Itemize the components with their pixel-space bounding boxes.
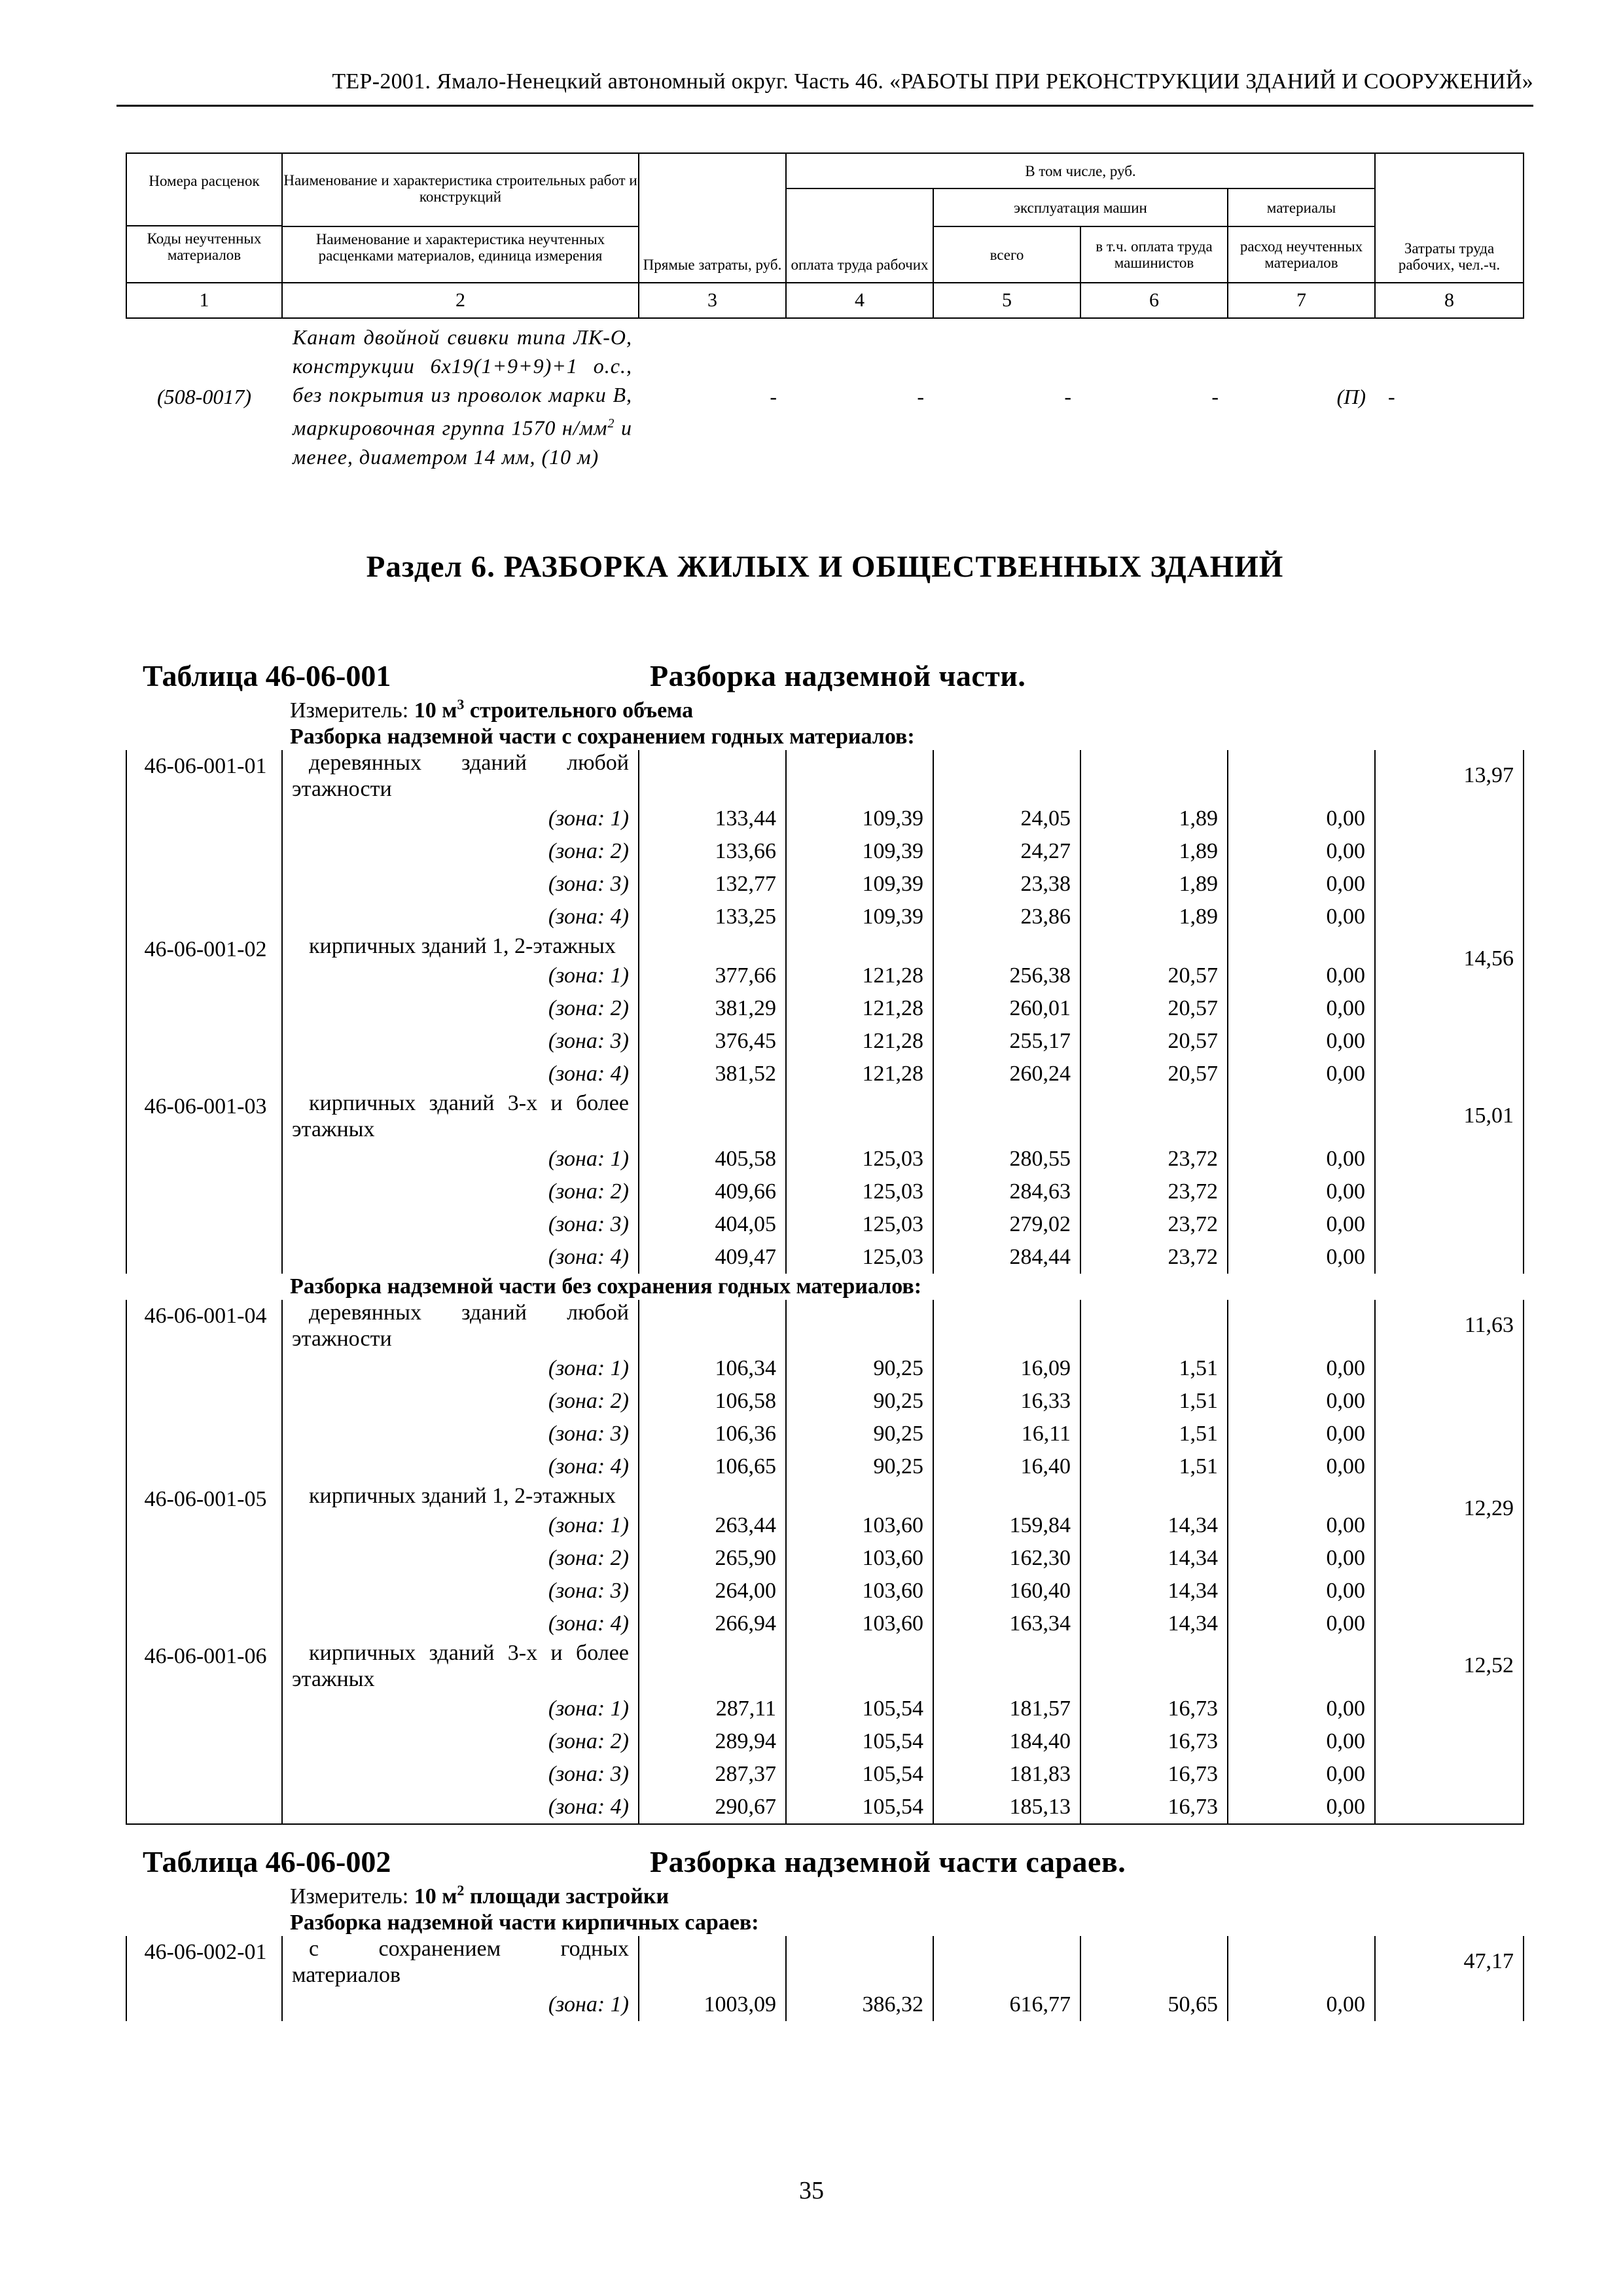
zona-row (126, 1758, 1524, 1791)
continuation-cell (1375, 2021, 1524, 2034)
zona-row (126, 992, 1524, 1025)
zona-label: (зона: 2) (282, 1385, 639, 1418)
zona-row (126, 1143, 1524, 1175)
zona-row (126, 1352, 1524, 1385)
table-title: Разборка надземной части сараев. (650, 1844, 1126, 1878)
column-number: 6 (1080, 283, 1228, 318)
empty-cell (933, 1090, 1080, 1143)
zona-row (126, 1385, 1524, 1418)
table-row (126, 1300, 1524, 1352)
zona-label: (зона: 1) (282, 1693, 639, 1725)
value-cell: 106,65 (639, 1450, 786, 1483)
value-cell: 1,51 (1080, 1450, 1228, 1483)
value-cell: 0,00 (1228, 992, 1375, 1025)
empty-cell (786, 1300, 933, 1352)
empty-cell (786, 1090, 933, 1143)
value-cell: 23,72 (1080, 1241, 1228, 1274)
material-dash: - (1211, 385, 1219, 409)
zona-row (126, 1693, 1524, 1725)
header-col1: Номера расценок Коды неучтенных материалов (126, 153, 282, 283)
empty-cell (1228, 750, 1375, 802)
column-number: 7 (1228, 283, 1375, 318)
value-cell: 90,25 (786, 1385, 933, 1418)
zona-row (126, 1575, 1524, 1607)
value-cell: 121,28 (786, 992, 933, 1025)
continuation-cell (282, 2021, 639, 2034)
empty-cell (1080, 1483, 1228, 1509)
header-materials: материалы (1228, 188, 1375, 226)
value-cell: 133,44 (639, 802, 786, 835)
rate-code: 46-06-001-05 (126, 1483, 282, 1640)
value-cell: 1,89 (1080, 868, 1228, 901)
zona-label: (зона: 4) (282, 1058, 639, 1090)
zona-label: (зона: 2) (282, 1175, 639, 1208)
work-name-text: деревянных зданий любой этажности (292, 750, 629, 801)
value-cell: 0,00 (1228, 802, 1375, 835)
empty-cell (786, 933, 933, 960)
column-number: 1 (126, 283, 282, 318)
zona-label: (зона: 4) (282, 901, 639, 933)
value-cell: 20,57 (1080, 960, 1228, 992)
work-name-text: деревянных зданий любой этажности (292, 1300, 629, 1351)
table-row (126, 1090, 1524, 1143)
value-cell: 404,05 (639, 1208, 786, 1241)
continuation-cell (1228, 2021, 1375, 2034)
header-col8: Затраты труда рабочих, чел.-ч. (1375, 153, 1524, 283)
value-cell: 90,25 (786, 1450, 933, 1483)
value-cell: 16,33 (933, 1385, 1080, 1418)
value-cell: 23,38 (933, 868, 1080, 901)
rate-code: 46-06-002-01 (126, 1936, 282, 2021)
value-cell: 0,00 (1228, 1758, 1375, 1791)
value-cell: 181,83 (933, 1758, 1080, 1791)
value-cell: 109,39 (786, 901, 933, 933)
zona-label: (зона: 1) (282, 1988, 639, 2021)
value-cell: 0,00 (1228, 1418, 1375, 1450)
empty-cell (933, 1483, 1080, 1509)
value-cell: 125,03 (786, 1143, 933, 1175)
value-cell: 106,58 (639, 1385, 786, 1418)
value-cell: 616,77 (933, 1988, 1080, 2021)
value-cell: 105,54 (786, 1725, 933, 1758)
zona-row (126, 835, 1524, 868)
labor-cost: 47,17 (1375, 1936, 1524, 2021)
value-cell: 16,73 (1080, 1791, 1228, 1824)
value-cell: 409,66 (639, 1175, 786, 1208)
zona-row (126, 1208, 1524, 1241)
material-row (126, 318, 1524, 475)
value-cell: 103,60 (786, 1542, 933, 1575)
table-label: Таблица 46-06-001 (143, 658, 391, 692)
rate-code: 46-06-001-01 (126, 750, 282, 933)
value-cell: 125,03 (786, 1175, 933, 1208)
zona-row (126, 1509, 1524, 1542)
value-cell: 20,57 (1080, 992, 1228, 1025)
value-cell: 287,11 (639, 1693, 786, 1725)
value-cell: 125,03 (786, 1208, 933, 1241)
material-description: Канат двойной свивки типа ЛК-О, конструкции 6х19(1+9+9)+1 о.с., без покрытия из проволок марки В, маркировочная группа 1570 $н/мм^2$ и менее, диаметром 14 мм, (10 м) (293, 325, 633, 469)
value-cell: 0,00 (1228, 1058, 1375, 1090)
value-cell: 50,65 (1080, 1988, 1228, 2021)
column-number: 3 (639, 283, 786, 318)
zona-label: (зона: 3) (282, 1418, 639, 1450)
work-name (282, 1483, 639, 1509)
zona-row (126, 960, 1524, 992)
empty-cell (1228, 1090, 1375, 1143)
value-cell: 0,00 (1228, 1352, 1375, 1385)
value-cell: 0,00 (1228, 901, 1375, 933)
table-title-row (126, 1824, 1524, 1884)
value-cell: 0,00 (1228, 1791, 1375, 1824)
value-cell: 16,73 (1080, 1693, 1228, 1725)
empty-cell (1080, 1640, 1228, 1693)
value-cell: 381,29 (639, 992, 786, 1025)
table-row (126, 750, 1524, 802)
value-cell: 14,34 (1080, 1575, 1228, 1607)
rate-code: 46-06-001-06 (126, 1640, 282, 1824)
material-dash: - (1064, 385, 1071, 409)
empty-cell (639, 1090, 786, 1143)
value-cell: 290,67 (639, 1791, 786, 1824)
zona-row (126, 1058, 1524, 1090)
zona-row (126, 1791, 1524, 1824)
zona-row (126, 901, 1524, 933)
value-cell: 377,66 (639, 960, 786, 992)
zona-label: (зона: 4) (282, 1241, 639, 1274)
zona-row (126, 1175, 1524, 1208)
header-col3: Прямые затраты, руб. (639, 153, 786, 283)
rate-code: 46-06-001-03 (126, 1090, 282, 1274)
zona-row (126, 1725, 1524, 1758)
zona-row (126, 868, 1524, 901)
value-cell: 160,40 (933, 1575, 1080, 1607)
empty-cell (639, 1936, 786, 1988)
value-cell: 1,51 (1080, 1352, 1228, 1385)
value-cell: 90,25 (786, 1418, 933, 1450)
header-col2: Наименование и характеристика строительных работ и конструкций Наименование и характеристика неучтенных расценками материалов, единица измерения (282, 153, 639, 283)
value-cell: 16,11 (933, 1418, 1080, 1450)
table-measure: Измеритель: 10 $м^3$ строительного объема (290, 696, 694, 723)
value-cell: 279,02 (933, 1208, 1080, 1241)
value-cell: 163,34 (933, 1607, 1080, 1640)
zona-label: (зона: 2) (282, 992, 639, 1025)
value-cell: 0,00 (1228, 1175, 1375, 1208)
continuation-cell (786, 2021, 933, 2034)
zona-row (126, 1607, 1524, 1640)
work-name (282, 1300, 639, 1352)
column-number: 2 (282, 283, 639, 318)
empty-cell (1080, 750, 1228, 802)
value-cell: 133,66 (639, 835, 786, 868)
empty-cell (933, 750, 1080, 802)
work-name-text: кирпичных зданий 3-х и более этажных (292, 1640, 629, 1691)
value-cell: 109,39 (786, 802, 933, 835)
value-cell: 263,44 (639, 1509, 786, 1542)
labor-cost: 15,01 (1375, 1090, 1524, 1274)
value-cell: 162,30 (933, 1542, 1080, 1575)
value-cell: 184,40 (933, 1725, 1080, 1758)
empty-cell (786, 1483, 933, 1509)
value-cell: 1,89 (1080, 835, 1228, 868)
value-cell: 0,00 (1228, 868, 1375, 901)
value-cell: 20,57 (1080, 1058, 1228, 1090)
value-cell: 287,37 (639, 1758, 786, 1791)
empty-cell (933, 1936, 1080, 1988)
value-cell: 105,54 (786, 1693, 933, 1725)
value-cell: 0,00 (1228, 1208, 1375, 1241)
empty-cell (639, 1483, 786, 1509)
value-cell: 133,25 (639, 901, 786, 933)
continuation-cell (1080, 2021, 1228, 2034)
value-cell: 14,34 (1080, 1542, 1228, 1575)
table-row (126, 933, 1524, 960)
empty-cell (933, 1640, 1080, 1693)
work-name-text: кирпичных зданий 1, 2-этажных (309, 933, 616, 958)
value-cell: 23,86 (933, 901, 1080, 933)
rate-code: 46-06-001-04 (126, 1300, 282, 1483)
value-cell: 0,00 (1228, 1143, 1375, 1175)
rate-code: 46-06-001-02 (126, 933, 282, 1090)
table-title-row (126, 658, 1524, 698)
column-number: 5 (933, 283, 1080, 318)
value-cell: 409,47 (639, 1241, 786, 1274)
header-rule (116, 105, 1533, 107)
zona-row (126, 1025, 1524, 1058)
empty-cell (639, 933, 786, 960)
column-numbers-row (126, 283, 1524, 318)
zona-label: (зона: 3) (282, 868, 639, 901)
value-cell: 16,09 (933, 1352, 1080, 1385)
empty-cell (639, 1300, 786, 1352)
column-number: 8 (1375, 283, 1524, 318)
header-col4: оплата труда рабочих (786, 188, 933, 283)
empty-cell (1228, 1300, 1375, 1352)
zona-label: (зона: 4) (282, 1791, 639, 1824)
value-cell: 109,39 (786, 868, 933, 901)
value-cell: 14,34 (1080, 1607, 1228, 1640)
zona-label: (зона: 3) (282, 1758, 639, 1791)
table-title: Разборка надземной части. (650, 658, 1026, 692)
value-cell: 0,00 (1228, 1385, 1375, 1418)
work-name (282, 1090, 639, 1143)
zona-label: (зона: 4) (282, 1607, 639, 1640)
continuation-cell (126, 2021, 282, 2034)
empty-cell (639, 1640, 786, 1693)
continuation-cell (639, 2021, 786, 2034)
table-row (126, 1483, 1524, 1509)
zona-label: (зона: 3) (282, 1575, 639, 1607)
work-name-text: кирпичных зданий 1, 2-этажных (309, 1483, 616, 1508)
section-title: Раздел 6. РАЗБОРКА ЖИЛЫХ И ОБЩЕСТВЕННЫХ ЗДАНИЙ (366, 549, 1284, 584)
value-cell: 181,57 (933, 1693, 1080, 1725)
empty-cell (1228, 1640, 1375, 1693)
value-cell: 1,89 (1080, 802, 1228, 835)
value-cell: 266,94 (639, 1607, 786, 1640)
empty-cell (1080, 1300, 1228, 1352)
value-cell: 105,54 (786, 1791, 933, 1824)
value-cell: 256,38 (933, 960, 1080, 992)
work-name (282, 1936, 639, 1988)
group-title: Разборка надземной части с сохранением годных материалов: (290, 724, 915, 749)
zona-label: (зона: 1) (282, 802, 639, 835)
value-cell: 103,60 (786, 1575, 933, 1607)
zona-row (126, 1241, 1524, 1274)
value-cell: 265,90 (639, 1542, 786, 1575)
value-cell: 0,00 (1228, 1542, 1375, 1575)
zona-label: (зона: 2) (282, 1725, 639, 1758)
value-cell: 121,28 (786, 960, 933, 992)
value-cell: 381,52 (639, 1058, 786, 1090)
value-cell: 16,73 (1080, 1758, 1228, 1791)
zona-row (126, 802, 1524, 835)
table-measure: Измеритель: 10 $м^2$ площади застройки (290, 1882, 669, 1909)
zona-row (126, 1450, 1524, 1483)
zona-label: (зона: 1) (282, 1143, 639, 1175)
zona-label: (зона: 2) (282, 835, 639, 868)
zona-row (126, 1542, 1524, 1575)
value-cell: 284,44 (933, 1241, 1080, 1274)
value-cell: 289,94 (639, 1725, 786, 1758)
value-cell: 0,00 (1228, 1450, 1375, 1483)
column-number: 4 (786, 283, 933, 318)
empty-cell (1080, 1936, 1228, 1988)
value-cell: 1,51 (1080, 1385, 1228, 1418)
empty-cell (786, 1640, 933, 1693)
value-cell: 14,34 (1080, 1509, 1228, 1542)
labor-cost: 13,97 (1375, 750, 1524, 933)
value-cell: 1,51 (1080, 1418, 1228, 1450)
zona-row (126, 1418, 1524, 1450)
header-col5: всего (933, 226, 1080, 283)
header-col6: в т.ч. оплата труда машинистов (1080, 226, 1228, 283)
value-cell: 24,27 (933, 835, 1080, 868)
material-dash: - (770, 385, 777, 409)
labor-cost: 12,29 (1375, 1483, 1524, 1640)
empty-cell (1080, 933, 1228, 960)
value-cell: 23,72 (1080, 1208, 1228, 1241)
value-cell: 185,13 (933, 1791, 1080, 1824)
header-including: В том числе, руб. (786, 153, 1375, 188)
value-cell: 405,58 (639, 1143, 786, 1175)
table-row (126, 1640, 1524, 1693)
value-cell: 20,57 (1080, 1025, 1228, 1058)
material-dash: - (917, 385, 924, 409)
value-cell: 132,77 (639, 868, 786, 901)
value-cell: 90,25 (786, 1352, 933, 1385)
value-cell: 106,34 (639, 1352, 786, 1385)
empty-cell (1080, 1090, 1228, 1143)
zona-label: (зона: 3) (282, 1025, 639, 1058)
value-cell: 280,55 (933, 1143, 1080, 1175)
labor-cost: 14,56 (1375, 933, 1524, 1090)
material-dash: - (1388, 385, 1395, 409)
value-cell: 23,72 (1080, 1175, 1228, 1208)
value-cell: 0,00 (1228, 1725, 1375, 1758)
work-name-text: кирпичных зданий 3-х и более этажных (292, 1090, 629, 1141)
value-cell: 0,00 (1228, 1693, 1375, 1725)
empty-cell (639, 750, 786, 802)
value-cell: 376,45 (639, 1025, 786, 1058)
value-cell: 284,63 (933, 1175, 1080, 1208)
zona-row (126, 1988, 1524, 2021)
table-label: Таблица 46-06-002 (143, 1844, 391, 1878)
labor-cost: 12,52 (1375, 1640, 1524, 1824)
value-cell: 0,00 (1228, 1509, 1375, 1542)
value-cell: 260,01 (933, 992, 1080, 1025)
zona-label: (зона: 1) (282, 960, 639, 992)
continuation-cell (933, 2021, 1080, 2034)
value-cell: 0,00 (1228, 1988, 1375, 2021)
value-cell: 159,84 (933, 1509, 1080, 1542)
empty-cell (1228, 1936, 1375, 1988)
value-cell: 109,39 (786, 835, 933, 868)
value-cell: 264,00 (639, 1575, 786, 1607)
value-cell: 0,00 (1228, 835, 1375, 868)
value-cell: 23,72 (1080, 1143, 1228, 1175)
value-cell: 0,00 (1228, 1241, 1375, 1274)
zona-label: (зона: 3) (282, 1208, 639, 1241)
value-cell: 260,24 (933, 1058, 1080, 1090)
value-cell: 255,17 (933, 1025, 1080, 1058)
value-cell: 0,00 (1228, 1575, 1375, 1607)
value-cell: 1,89 (1080, 901, 1228, 933)
value-cell: 121,28 (786, 1025, 933, 1058)
value-cell: 0,00 (1228, 960, 1375, 992)
running-header: ТЕР-2001. Ямало-Ненецкий автономный округ. Часть 46. «РАБОТЫ ПРИ РЕКОНСТРУКЦИИ ЗДАНИЙ И СООРУЖЕНИЙ» (332, 69, 1533, 94)
work-name (282, 933, 639, 960)
zona-label: (зона: 4) (282, 1450, 639, 1483)
empty-cell (933, 1300, 1080, 1352)
price-table (126, 152, 1524, 2034)
value-cell: 16,73 (1080, 1725, 1228, 1758)
empty-cell (933, 933, 1080, 960)
value-cell: 0,00 (1228, 1025, 1375, 1058)
value-cell: 105,54 (786, 1758, 933, 1791)
work-name (282, 750, 639, 802)
zona-label: (зона: 2) (282, 1542, 639, 1575)
header-machines: эксплуатация машин (933, 188, 1228, 226)
value-cell: 16,40 (933, 1450, 1080, 1483)
group-title: Разборка надземной части без сохранения годных материалов: (290, 1274, 922, 1299)
value-cell: 103,60 (786, 1607, 933, 1640)
value-cell: 24,05 (933, 802, 1080, 835)
value-cell: 121,28 (786, 1058, 933, 1090)
zona-label: (зона: 1) (282, 1509, 639, 1542)
empty-cell (1228, 933, 1375, 960)
value-cell: 1003,09 (639, 1988, 786, 2021)
value-cell: 125,03 (786, 1241, 933, 1274)
material-p: (П) (1336, 385, 1366, 409)
value-cell: 0,00 (1228, 1607, 1375, 1640)
value-cell: 386,32 (786, 1988, 933, 2021)
page-number: 35 (799, 2177, 824, 2204)
labor-cost: 11,63 (1375, 1300, 1524, 1483)
empty-cell (786, 750, 933, 802)
zona-label: (зона: 1) (282, 1352, 639, 1385)
empty-cell (786, 1936, 933, 1988)
empty-cell (1228, 1483, 1375, 1509)
work-name (282, 1640, 639, 1693)
header-col7: расход неучтенных материалов (1228, 226, 1375, 283)
value-cell: 103,60 (786, 1509, 933, 1542)
group-title: Разборка надземной части кирпичных сараев: (290, 1910, 759, 1935)
table-row (126, 1936, 1524, 1988)
work-name-text: с сохранением годных материалов (292, 1936, 629, 1987)
material-code: (508-0017) (157, 385, 251, 409)
value-cell: 106,36 (639, 1418, 786, 1450)
